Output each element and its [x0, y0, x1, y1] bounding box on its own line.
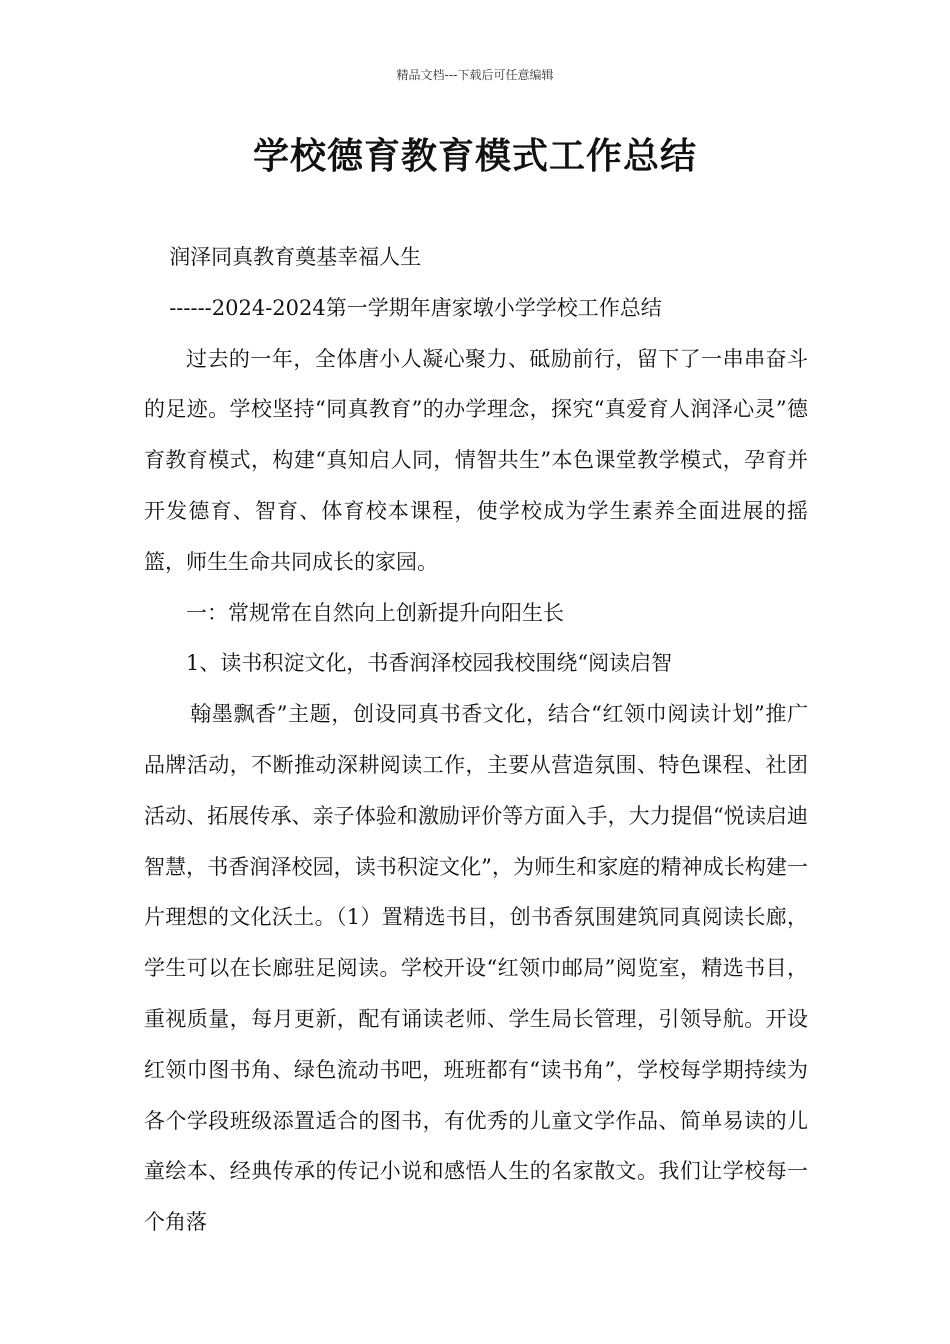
subtitle-paragraph: 润泽同真教育奠基幸福人生: [169, 245, 422, 269]
reading-paragraph: 翰墨飘香”主题，创设同真书香文化，结合“红领巾阅读计划”推广品牌活动，不断推动深耕阅读工作，主要从营造氛围、特色课程、社团活动、拓展传承、亲子体验和激励评价等方面入手，大力提倡“悦读启迪智慧，书香润泽校园，读书积淀文化”，为师生和家庭的精神成长构建一片理想的文化沃土。（1）置精选书目，创书香氛围建筑同真阅读长廊，学生可以在长廊驻足阅读。学校开设“红领巾邮局”阅览室，精选书目，重视质量，每月更新，配有诵读老师、学生局长管理，引领导航。开设红领巾图书角、绿色流动书吧，班班都有“读书角”，学校每学期持续为各个学段班级添置适合的图书，有优秀的儿童文学作品、简单易读的儿童绘本、经典传承的传记小说和感悟人生的名家散文。我们让学校每一个角落: [144, 702, 808, 1235]
section-heading-one: 一：常规常在自然向上创新提升向阳生长: [186, 600, 564, 625]
term-summary-line: ------2024-2024第一学期年唐家墩小学学校工作总结: [169, 295, 662, 320]
header-watermark: 精品文档---下载后可任意编辑: [396, 68, 554, 82]
subsection-heading-reading: 1、读书积淀文化，书香润泽校园我校围绕“阅读启智: [186, 651, 673, 676]
document-title: 学校德育教育模式工作总结: [252, 136, 697, 177]
document-body: [144, 232, 808, 1248]
intro-paragraph: 过去的一年，全体唐小人凝心聚力、砥励前行，留下了一串串奋斗的足迹。学校坚持“同真教育”的办学理念，探究“真爱育人润泽心灵”德育教育模式，构建“真知启人同，情智共生”本色课堂教学模式，孕育并开发德育、智育、体育校本课程，使学校成为学生素养全面进展的摇篮，师生生命共同成长的家园。: [144, 346, 808, 574]
